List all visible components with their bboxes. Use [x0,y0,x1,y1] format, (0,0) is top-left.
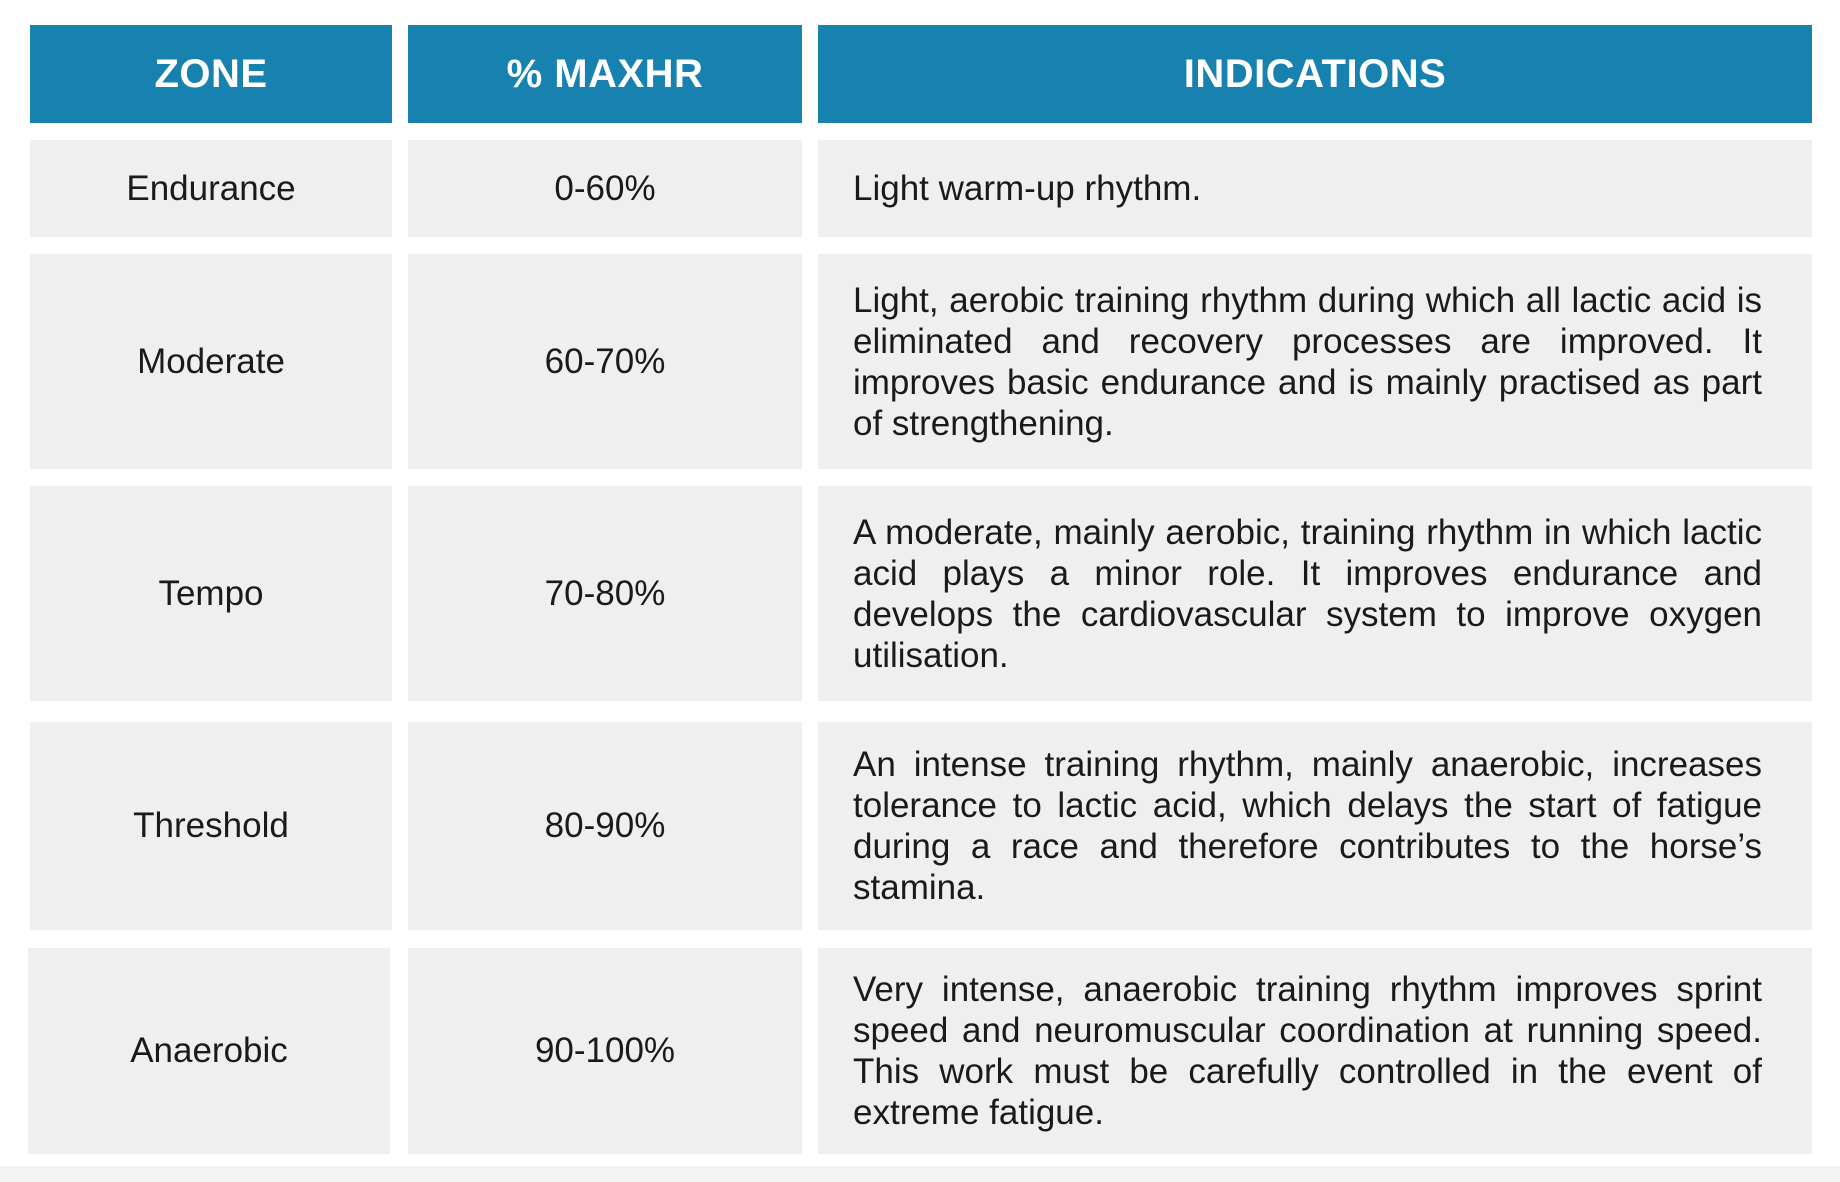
zone-cell: Moderate [30,254,392,469]
maxhr-cell: 60-70% [408,254,802,469]
maxhr-cell: 90-100% [408,948,802,1154]
indication-cell: An intense training rhythm, mainly anaerobic, increases tolerance to lactic acid, which delays the start of fatigue during a race and therefore contributes to the horse’s stamina. [818,722,1812,930]
zone-cell: Threshold [30,722,392,930]
indication-cell: Light warm-up rhythm. [818,140,1812,237]
header-zone: ZONE [30,25,392,123]
indication-cell: A moderate, mainly aerobic, training rhythm in which lactic acid plays a minor role. It improves endurance and develops the cardiovascular system to improve oxygen utilisation. [818,486,1812,701]
zone-cell: Tempo [30,486,392,701]
header-indications: INDICATIONS [818,25,1812,123]
maxhr-cell: 70-80% [408,486,802,701]
zone-cell: Endurance [30,140,392,237]
indication-cell: Very intense, anaerobic training rhythm improves sprint speed and neuromuscular coordination at running speed. This work must be carefully controlled in the event of extreme fatigue. [818,948,1812,1154]
maxhr-cell: 0-60% [408,140,802,237]
indication-cell: Light, aerobic training rhythm during which all lactic acid is eliminated and recovery processes are improved. It improves basic endurance and is mainly practised as part of strengthening. [818,254,1812,469]
zone-cell: Anaerobic [28,948,390,1154]
bottom-strip [0,1166,1840,1182]
maxhr-cell: 80-90% [408,722,802,930]
header-maxhr: % MAXHR [408,25,802,123]
